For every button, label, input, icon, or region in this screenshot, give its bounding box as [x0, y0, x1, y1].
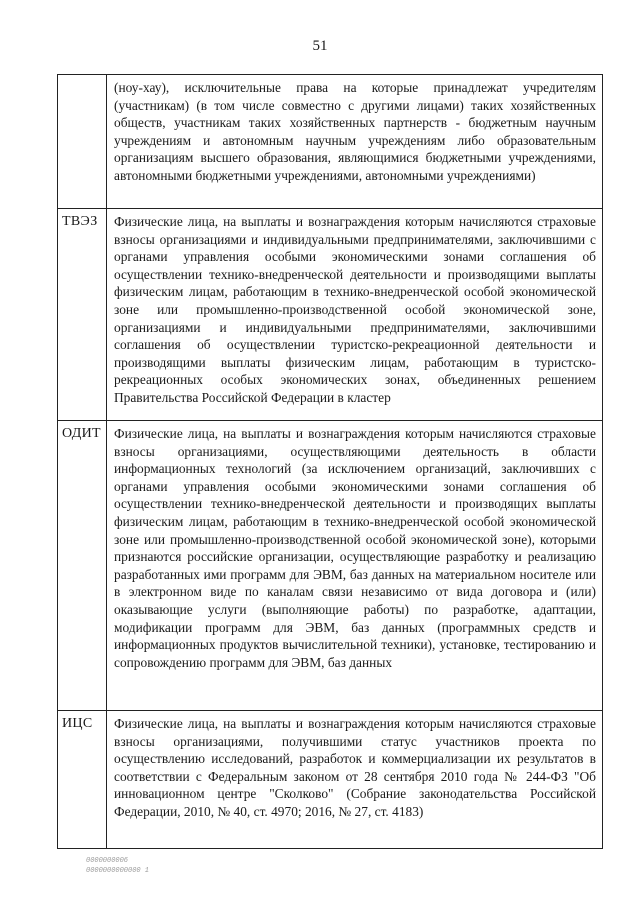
row-description: Физические лица, на выплаты и вознаграждения которым начисляются страховые взносы организациями, осуществляющими деятельность в области информационных технологий (за исключением организаций, заключивших с органами управления особыми экономическими зонами соглашения об осуществлении технико-внедренческой деятельности и производящих выплаты физическим лицам, работающим в технико-внедренческой особой экономической зоне или промышленно-производственной особой экономической зоне), которыми признаются российские организации, осуществляющие разработку и реализацию разработанных ими программ для ЭВМ, баз данных на материальном носителе или в электронном виде по каналам связи независимо от вида договора и (или) оказывающие услуги (выполняющие работы) по разработке, адаптации, модификации программ для ЭВМ, баз данных (программных средств и информационных продуктов вычислительной техники), установке, тестированию и сопровождению программ для ЭВМ, баз данных: [107, 421, 603, 711]
row-description: Физические лица, на выплаты и вознаграждения которым начисляются страховые взносы организациями, получившими статус участников проекта по осуществлению исследований, разработок и коммерциализации их результатов в соответствии с Федеральным законом от 28 сентября 2010 года № 244-ФЗ "Об инновационном центре "Сколково" (Собрание законодательства Российской Федерации, 2010, № 40, ст. 4970; 2016, № 27, ст. 4183): [107, 711, 603, 849]
row-description: (ноу-хау), исключительные права на которые принадлежат учредителям (участникам) (в том числе совместно с другими лицами) таких хозяйственных обществ, участникам таких хозяйственных партнерств - бюджетным научным учреждениям и автономным научным учреждениям либо образовательным организациям высшего образования, являющимися бюджетными учреждениями, автономными бюджетными учреждениями, автономными учреждениями): [107, 75, 603, 209]
table-row: [58, 711, 603, 849]
stamp-line: 0000000006: [86, 857, 129, 865]
row-code: ОДИТ: [58, 421, 107, 711]
table-row: [58, 75, 603, 209]
page-number: 51: [312, 38, 328, 54]
row-code: ИЦС: [58, 711, 107, 849]
row-code: [58, 75, 107, 209]
table-row: [58, 421, 603, 711]
row-code: ТВЭЗ: [58, 209, 107, 421]
codes-table: [57, 74, 603, 849]
table-row: [58, 209, 603, 421]
stamp-line: 0000000000000 1: [86, 867, 150, 875]
row-description: Физические лица, на выплаты и вознаграждения которым начисляются страховые взносы организациями и индивидуальными предпринимателями, заключившими с органами управления особыми экономическими зонами соглашения об осуществлении технико-внедренческой деятельности и производящими выплаты физическим лицам, работающим в технико-внедренческой особой экономической зоне или промышленно-производственной особой экономической зоне, организациями и индивидуальными предпринимателями, заключившими соглашения об осуществлении туристско-рекреационной деятельности и производящими выплаты физическим лицам, работающим в туристско-рекреационных особых экономических зонах, объединенных решением Правительства Российской Федерации в кластер: [107, 209, 603, 421]
registration-stamp: [86, 856, 149, 876]
